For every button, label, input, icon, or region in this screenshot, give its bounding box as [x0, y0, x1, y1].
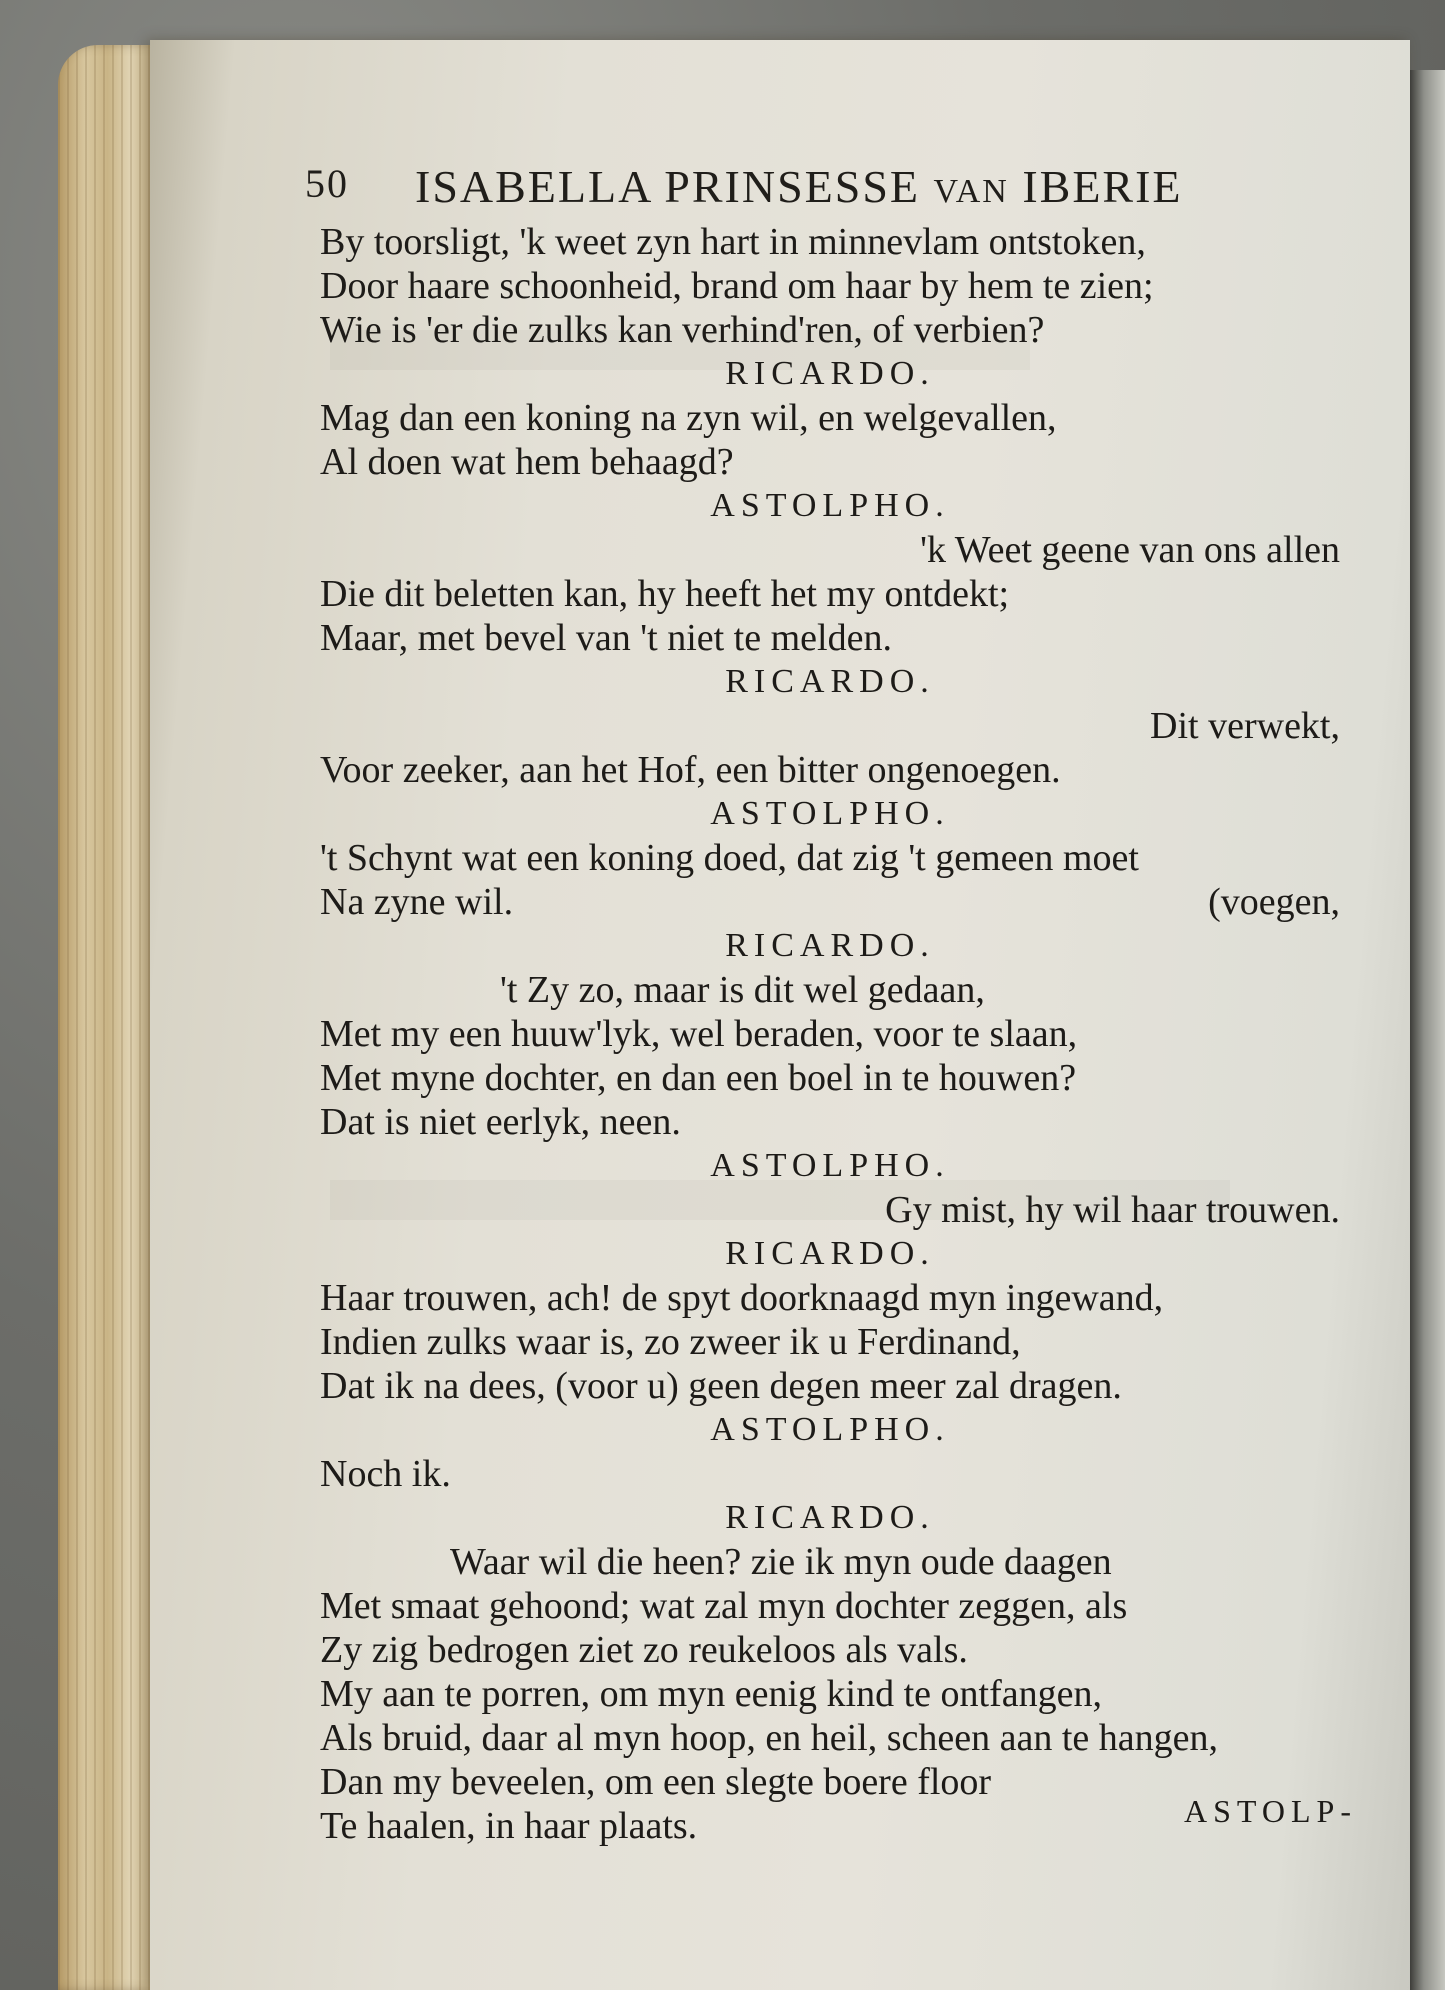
verse-line: Gy mist, hy wil haar trouwen. — [885, 1189, 1340, 1231]
running-title-small: VAN — [933, 173, 1009, 210]
verse-line: Door haare schoonheid, brand om haar by hem te zien; — [320, 265, 1154, 307]
verse-line: Dan my beveelen, om een slegte boere floor — [320, 1761, 992, 1803]
verse-line: 't Schynt wat een koning doed, dat zig 't gemeen moet — [320, 837, 1139, 879]
verse-line: Indien zulks waar is, zo zweer ik u Ferdinand, — [320, 1321, 1021, 1363]
verse-line: Die dit beletten kan, hy heeft het my ontdekt; — [320, 573, 1010, 615]
verse-line: My aan te porren, om myn eenig kind te ontfangen, — [320, 1673, 1102, 1715]
page-number: 50 — [305, 161, 349, 206]
speaker-heading: RICARDO. — [725, 663, 935, 700]
running-title — [415, 160, 1183, 213]
verse-turnover: (voegen, — [1208, 881, 1340, 923]
verse-line: Zy zig bedrogen ziet zo reukeloos als vals. — [320, 1629, 968, 1671]
verse-line: Wie is 'er die zulks kan verhind'ren, of verbien? — [320, 309, 1045, 351]
verse-line: Te haalen, in haar plaats. — [320, 1805, 698, 1847]
speaker-heading: RICARDO. — [725, 355, 935, 392]
verse-line: Maar, met bevel van 't niet te melden. — [320, 617, 892, 659]
running-header — [305, 160, 1205, 220]
running-title-main: ISABELLA PRINSESSE — [415, 161, 934, 212]
speaker-heading: ASTOLPHO. — [710, 487, 950, 524]
running-title-end: IBERIE — [1008, 161, 1183, 212]
verse-line: Haar trouwen, ach! de spyt doorknaagd myn ingewand, — [320, 1277, 1164, 1319]
speaker-heading: RICARDO. — [725, 927, 935, 964]
verse-line: Dat is niet eerlyk, neen. — [320, 1101, 681, 1143]
verse-line: Met myne dochter, en dan een boel in te houwen? — [320, 1057, 1077, 1099]
verse-line-text: Na zyne wil. — [320, 881, 514, 923]
verse-line: 'k Weet geene van ons allen — [920, 529, 1340, 571]
speaker-heading: ASTOLPHO. — [710, 795, 950, 832]
verse-line: Mag dan een koning na zyn wil, en welgevallen, — [320, 397, 1057, 439]
verse-line: 't Zy zo, maar is dit wel gedaan, — [500, 969, 985, 1011]
verse-line: Dat ik na dees, (voor u) geen degen meer zal dragen. — [320, 1365, 1122, 1407]
verse-line — [320, 880, 513, 924]
speaker-heading: RICARDO. — [725, 1235, 935, 1272]
verse-line: By toorsligt, 'k weet zyn hart in minnevlam ontstoken, — [320, 221, 1146, 263]
facing-page-gutter — [1410, 70, 1445, 1990]
verse-line: Noch ik. — [320, 1453, 451, 1495]
speaker-heading: ASTOLPHO. — [710, 1411, 950, 1448]
speaker-heading: ASTOLPHO. — [710, 1147, 950, 1184]
verse-line: Dit verwekt, — [1150, 705, 1340, 747]
verse-line: Met my een huuw'lyk, wel beraden, voor te slaan, — [320, 1013, 1078, 1055]
verse-line: Waar wil die heen? zie ik myn oude daagen — [450, 1541, 1112, 1583]
verse-line: Voor zeeker, aan het Hof, een bitter ongenoegen. — [320, 749, 1061, 791]
verse-line: Al doen wat hem behaagd? — [320, 441, 734, 483]
catchword: ASTOLP- — [1184, 1793, 1357, 1829]
verse-line: Met smaat gehoond; wat zal myn dochter zeggen, als — [320, 1585, 1128, 1627]
verse-line: Als bruid, daar al myn hoop, en heil, scheen aan te hangen, — [320, 1717, 1218, 1759]
speaker-heading: RICARDO. — [725, 1499, 935, 1536]
